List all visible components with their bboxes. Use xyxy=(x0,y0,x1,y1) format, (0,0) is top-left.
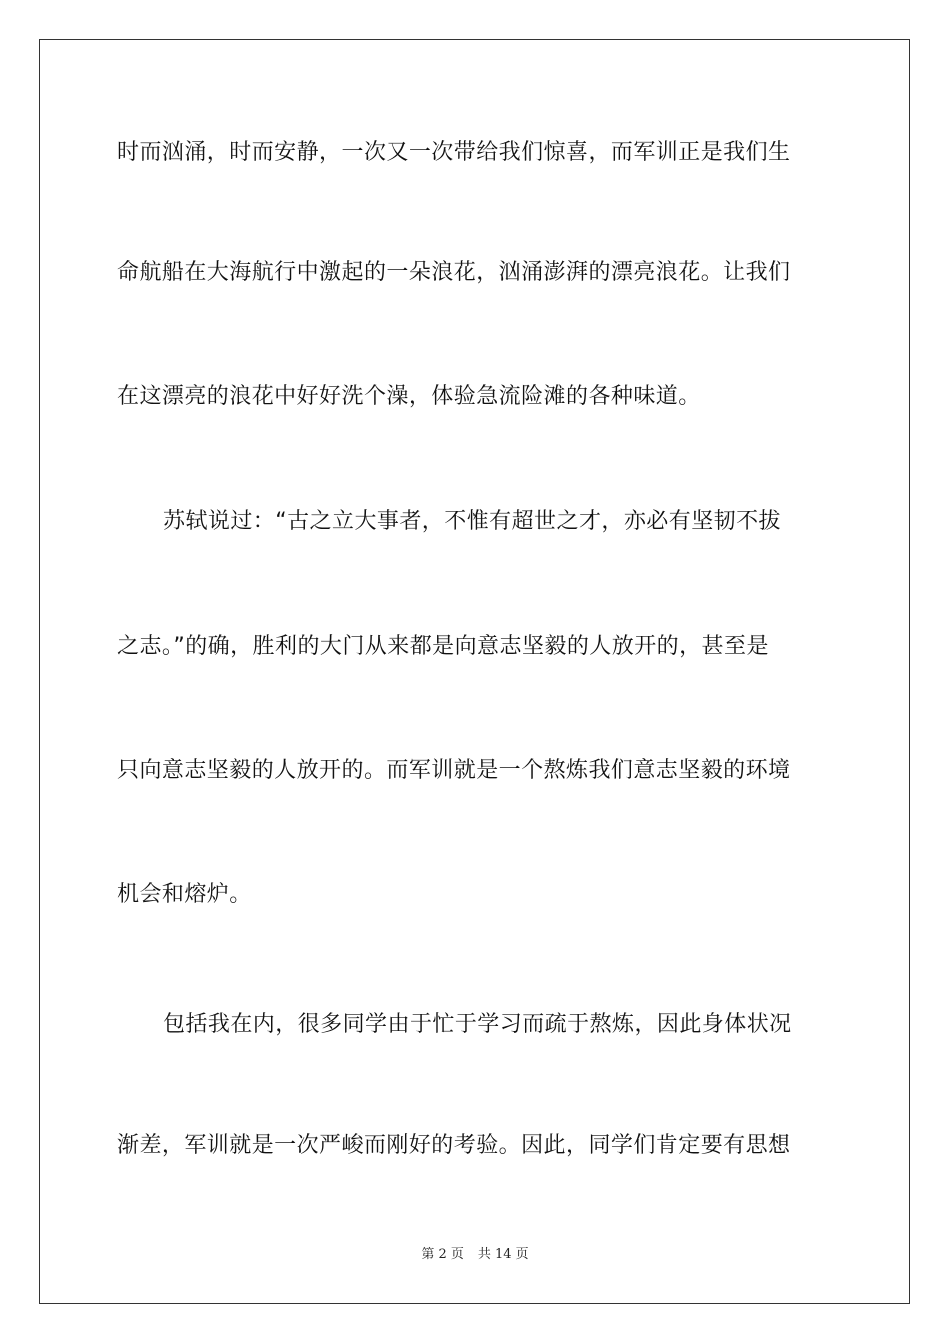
page-footer xyxy=(0,1247,950,1263)
paragraph-line-5: 之志。”的确，胜利的大门从来都是向意志坚毅的人放开的，甚至是 xyxy=(117,634,769,659)
total-pages: 共 14 页 xyxy=(477,1247,529,1262)
paragraph-line-8: 包括我在内，很多同学由于忙于学习而疏于熬炼，因此身体状况 xyxy=(163,1012,792,1037)
paragraph-line-9: 渐差，军训就是一次严峻而刚好的考验。因此，同学们肯定要有思想 xyxy=(117,1133,791,1158)
page-number: 第 2 页 xyxy=(421,1247,464,1262)
paragraph-line-2: 命航船在大海航行中激起的一朵浪花，汹涌澎湃的漂亮浪花。让我们 xyxy=(117,260,791,285)
paragraph-line-7: 机会和熔炉。 xyxy=(117,882,252,907)
paragraph-line-3: 在这漂亮的浪花中好好洗个澡，体验急流险滩的各种味道。 xyxy=(117,384,701,409)
page-border xyxy=(39,39,910,1304)
paragraph-line-1: 时而汹涌，时而安静，一次又一次带给我们惊喜，而军训正是我们生 xyxy=(117,140,791,165)
paragraph-line-6: 只向意志坚毅的人放开的。而军训就是一个熬炼我们意志坚毅的环境 xyxy=(117,758,791,783)
paragraph-line-4: 苏轼说过：“古之立大事者，不惟有超世之才，亦必有坚韧不拔 xyxy=(163,509,781,534)
